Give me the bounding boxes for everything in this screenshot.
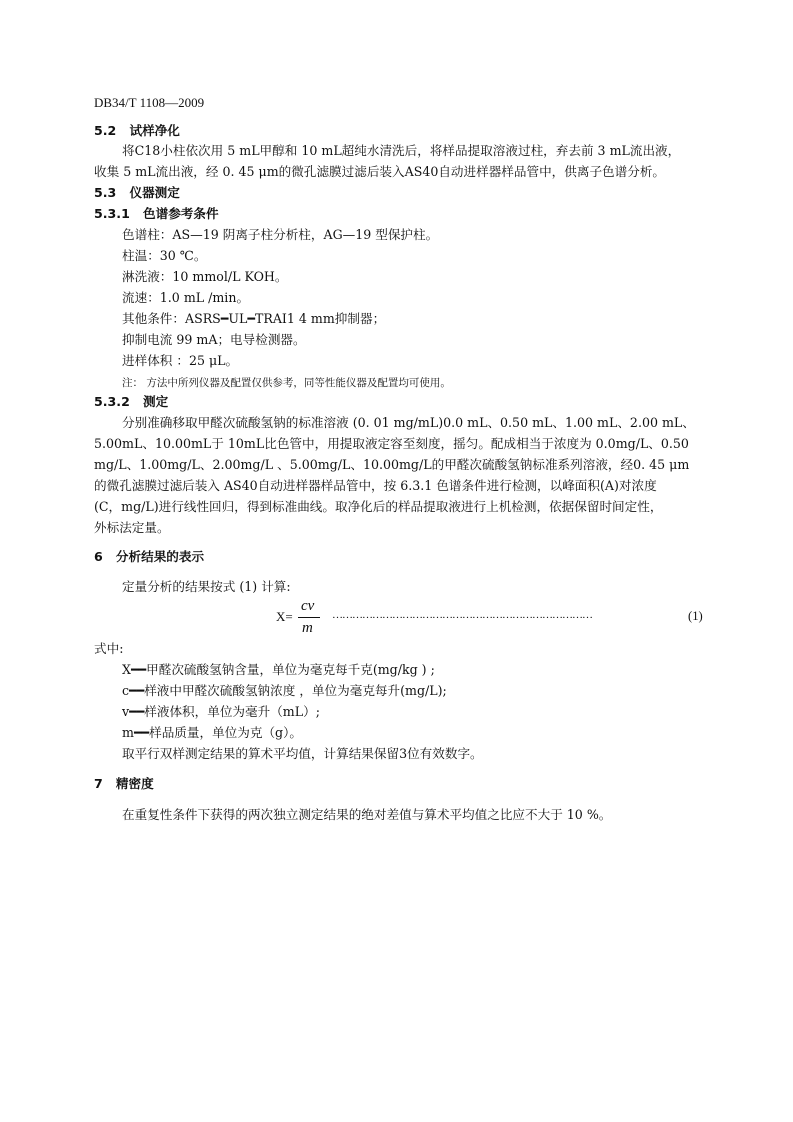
section-7-heading (94, 776, 154, 792)
variable-x: X━━甲醛次硫酸氢钠含量，单位为毫克每千克(mg/kg ) ; (122, 662, 435, 677)
section-title: 色谱参考条件 (143, 206, 219, 221)
section-5-2-heading (94, 123, 180, 139)
section-number: 5.3.1 (94, 206, 130, 221)
section-6-heading (94, 549, 204, 565)
fraction-bar (298, 617, 320, 618)
section-number: 5.2 (94, 123, 117, 138)
condition-suppressor-current: 抑制电流 99 mA；电导检测器。 (122, 332, 306, 347)
condition-eluent: 淋洗液：10 mmol/L KOH。 (122, 269, 288, 284)
formula-denominator: m (302, 620, 313, 636)
measurement-line-3: mg/L、1.00mg/L、2.00mg/L 、5.00mg/L、10.00mg/L的甲醛次硫酸氢钠标准系列溶液，经0. 45 μm (94, 457, 690, 472)
formula-equation-number: (1) (688, 609, 703, 623)
section-5-2-line-2: 收集 5 mL流出液，经 0. 45 μm的微孔滤膜过滤后装入AS40自动进样器样品管中，供离子色谱分析。 (94, 164, 666, 179)
section-5-2-line-1 (122, 143, 680, 159)
document-code: DB34/T 1108—2009 (94, 95, 205, 110)
measurement-line-2: 5.00mL、10.00mL于 10mL比色管中，用提取液定容至刻度，摇匀。配成相当于浓度为 0.0mg/L、0.50 (94, 436, 689, 451)
where-label: 式中: (94, 641, 124, 656)
section-5-3-heading (94, 185, 180, 201)
measurement-line-6: 外标法定量。 (94, 520, 170, 535)
section-number: 7 (94, 776, 103, 791)
section-number: 5.3 (94, 185, 117, 200)
condition-temperature: 柱温：30 ℃。 (122, 248, 207, 263)
note: 注： 方法中所列仪器及配置仅供参考，同等性能仪器及配置均可使用。 (122, 377, 451, 389)
measurement-line-5: (C，mg/L)进行线性回归，得到标准曲线。取净化后的样品提取液进行上机检测，依据保留时间定性， (94, 499, 663, 514)
text-body: 依次用 5 mL甲醇和 10 mL超纯水清洗后，将样品提取溶液过柱，弃去前 3 mL流出液， (185, 143, 681, 158)
section-number: 6 (94, 549, 103, 564)
formula-numerator: cv (301, 598, 315, 614)
variable-m: m━━样品质量，单位为克（g）。 (122, 725, 302, 740)
variable-v: v━━样液体积，单位为毫升（mL）; (122, 704, 320, 719)
text-prefix: 将C18小柱 (122, 143, 186, 158)
condition-column: 色谱柱：AS—19 阴离子柱分析柱，AG—19 型保护柱。 (122, 227, 439, 242)
section-title: 试样净化 (129, 123, 180, 138)
section-number: 5.3.2 (94, 394, 130, 409)
section-5-3-2-heading (94, 394, 168, 410)
condition-other: 其他条件：ASRS━UL━TRAI1 4 mm抑制器； (122, 311, 386, 326)
section-title: 精密度 (115, 776, 154, 791)
section-5-3-1-heading (94, 206, 219, 222)
section-title: 分析结果的表示 (115, 549, 205, 564)
precision-text: 在重复性条件下获得的两次独立测定结果的绝对差值与算术平均值之比应不大于 10 %。 (122, 807, 612, 822)
result-rounding-text: 取平行双样测定结果的算术平均值，计算结果保留3位有效数字。 (122, 746, 483, 761)
formula-leader-dots: …………………………………………………………………… (332, 609, 592, 621)
variable-c: c━━样液中甲醛次硫酸氢钠浓度 ，单位为毫克每升(mg/L); (122, 683, 447, 698)
formula-intro: 定量分析的结果按式 (1) 计算: (122, 579, 291, 594)
condition-flow-rate: 流速：1.0 mL /min。 (122, 290, 250, 305)
section-title: 测定 (143, 394, 169, 409)
condition-injection-volume: 进样体积 ：25 μL。 (122, 353, 239, 368)
formula-lhs: X= (276, 609, 293, 624)
measurement-line-4: 的微孔滤膜过滤后装入 AS40自动进样器样品管中，按 6.3.1 色谱条件进行检测，以峰面积(A)对浓度 (94, 478, 657, 493)
measurement-line-1: 分别准确移取甲醛次硫酸氢钠的标准溶液 (0. 01 mg/mL)0.0 mL、0.50 mL、1.00 mL、2.00 mL、 (122, 415, 695, 430)
section-title: 仪器测定 (129, 185, 180, 200)
